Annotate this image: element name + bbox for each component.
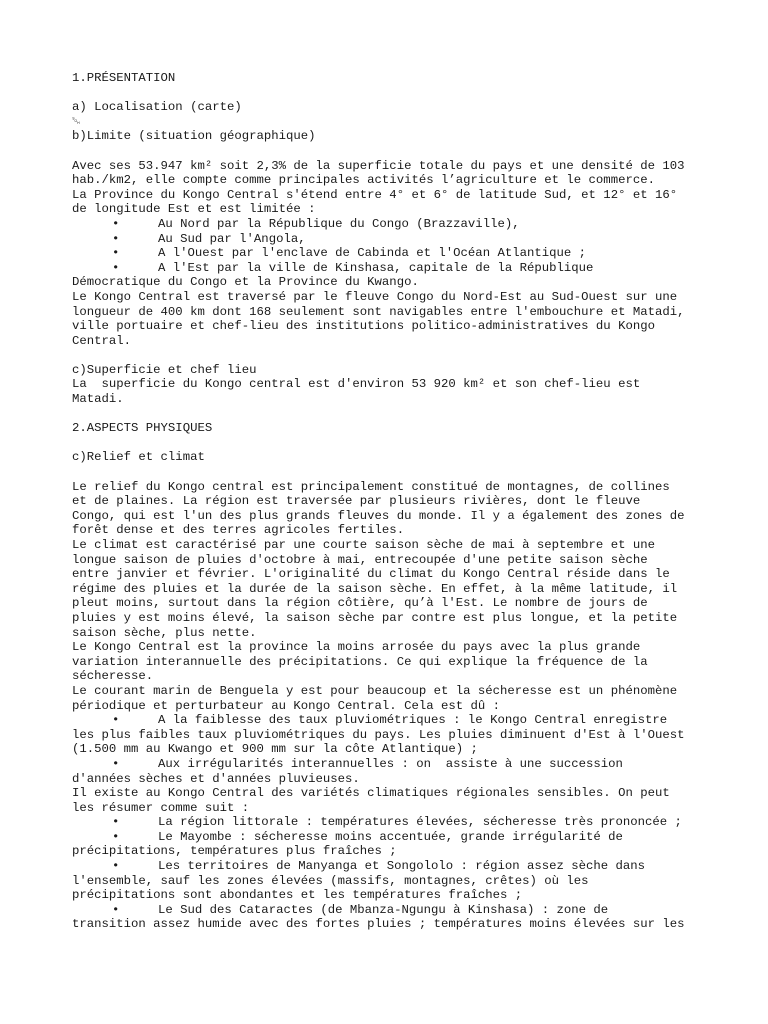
text-line: Le climat est caractérisé par une courte saison sèche de mai à septembre et une	[72, 538, 655, 552]
document-page	[72, 71, 712, 932]
text-line: pleut moins, surtout dans la région côtière, qu’à l'Est. Le nombre de jours de	[72, 596, 648, 611]
bullet-item	[72, 261, 712, 276]
bullet-text: Au Sud par l'Angola,	[158, 231, 306, 246]
bullet-text: Aux irrégularités interannuelles : on assiste à une succession	[158, 756, 623, 771]
bullet-icon: •	[112, 859, 120, 874]
bullet-text: Le Sud des Cataractes (de Mbanza-Ngungu à Kinshasa) : zone de	[158, 902, 609, 917]
text-line: La Province du Kongo Central s'étend entre 4° et 6° de latitude Sud, et 12° et 16°	[72, 187, 678, 202]
text-line: hab./km2, elle compte comme principales activités l’agriculture et le commerce.	[72, 173, 655, 188]
bullet-item	[72, 713, 712, 728]
subsection-heading: b)Limite (situation géographique)	[72, 129, 316, 144]
bullet-text: La région littorale : températures élevées, sécheresse très prononcée ;	[158, 815, 682, 830]
text-line: Le courant marin de Benguela y est pour beaucoup et la sécheresse est un phénomène	[72, 683, 678, 698]
text-line: Avec ses 53.947 km² soit 2,3% de la superficie totale du pays et une densité de 103	[72, 158, 685, 173]
bullet-text: Au Nord par la République du Congo (Brazzaville),	[158, 216, 520, 231]
bullet-icon: •	[112, 216, 120, 231]
subsection-heading: a) Localisation (carte)	[72, 100, 242, 115]
bullet-icon: •	[112, 260, 120, 275]
section-heading: 1.PRÉSENTATION	[72, 71, 176, 85]
placeholder-symbol: ␁	[72, 115, 80, 127]
bullet-text: A l'Ouest par l'enclave de Cabinda et l'Océan Atlantique ;	[158, 246, 587, 261]
text-line: transition assez humide avec des fortes pluies ; températures moins élevées sur les	[72, 917, 685, 932]
blank-line	[72, 348, 712, 363]
blank-line	[72, 144, 712, 159]
text-line: (1.500 mm au Kwango et 900 mm sur la côte Atlantique) ;	[72, 742, 478, 757]
text-line: Congo, qui est l'un des plus grands fleuves du monde. Il y a également des zones de	[72, 508, 685, 523]
text-line: Central.	[72, 333, 132, 348]
text-line: saison sèche, plus nette.	[72, 625, 257, 640]
bullet-text: A l'Est par la ville de Kinshasa, capitale de la République	[158, 260, 594, 275]
bullet-text: Les territoires de Manyanga et Songololo : région assez sèche dans	[158, 859, 646, 874]
bullet-item	[72, 232, 712, 247]
bullet-icon: •	[112, 756, 120, 771]
text-line: d'années sèches et d'années pluvieuses.	[72, 771, 360, 786]
text-line: Le relief du Kongo central est principalement constitué de montagnes, de collines	[72, 479, 670, 494]
bullet-item	[72, 757, 712, 772]
bullet-icon: •	[112, 713, 120, 728]
text-line: ville portuaire et chef-lieu des institutions politico-administratives du Kongo	[72, 319, 655, 334]
text-line: de longitude Est et est limitée :	[72, 202, 316, 217]
subsection-heading: c)Relief et climat	[72, 450, 205, 465]
text-line: les plus faibles taux pluviométriques du pays. Les pluies diminuent d'Est à l'Ouest	[72, 727, 685, 742]
text-line: sécheresse.	[72, 669, 154, 684]
text-line: Il existe au Kongo Central des variétés climatiques régionales sensibles. On peut	[72, 786, 670, 801]
text-line: pluies y est moins élevé, la saison sèche par contre est plus longue, et la petite	[72, 610, 678, 625]
text-line: longueur de 400 km dont 168 seulement sont navigables entre l'embouchure et Matadi,	[72, 304, 685, 319]
text-line: et de plaines. La région est traversée par plusieurs rivières, dont le fleuve	[72, 494, 641, 509]
bullet-text: Le Mayombe : sécheresse moins accentuée, grande irrégularité de	[158, 829, 623, 844]
text-line: entre janvier et février. L'originalité du climat du Kongo Central réside dans le	[72, 567, 670, 582]
bullet-text: A la faiblesse des taux pluviométriques : le Kongo Central enregistre	[158, 713, 668, 728]
text-line: La superficie du Kongo central est d'environ 53 920 km² et son chef-lieu est	[72, 377, 641, 392]
bullet-icon: •	[112, 246, 120, 261]
bullet-item	[72, 903, 712, 918]
text-line: forêt dense et des terres agricoles fertiles.	[72, 523, 405, 538]
bullet-icon: •	[112, 815, 120, 830]
subsection-heading: c)Superficie et chef lieu	[72, 362, 257, 377]
bullet-item	[72, 815, 712, 830]
section-heading: 2.ASPECTS PHYSIQUES	[72, 421, 213, 436]
text-line: variation interannuelle des précipitations. Ce qui explique la fréquence de la	[72, 654, 648, 669]
text-line: régime des pluies et la durée de la saison sèche. En effet, à la même latitude, il	[72, 581, 678, 596]
text-line: périodique et perturbateur au Kongo Central. Cela est dû :	[72, 698, 501, 713]
text-line: Démocratique du Congo et la Province du Kwango.	[72, 275, 419, 290]
blank-line	[72, 465, 712, 480]
bullet-icon: •	[112, 902, 120, 917]
text-line: précipitations, températures plus fraîches ;	[72, 844, 397, 859]
bullet-item	[72, 217, 712, 232]
bullet-item	[72, 859, 712, 874]
text-line: précipitations sont abondantes et les températures fraîches ;	[72, 888, 523, 903]
bullet-icon: •	[112, 231, 120, 246]
text-line: Le Kongo Central est traversé par le fleuve Congo du Nord-Est au Sud-Ouest sur une	[72, 289, 678, 304]
text-line: l'ensemble, sauf les zones élevées (massifs, montagnes, crêtes) où les	[72, 873, 589, 888]
text-line: les résumer comme suit :	[72, 800, 250, 815]
text-line: longue saison de pluies d'octobre à mai, entrecoupée d'une petite saison sèche	[72, 552, 648, 567]
text-line: Le Kongo Central est la province la moins arrosée du pays avec la plus grande	[72, 640, 641, 655]
bullet-icon: •	[112, 829, 120, 844]
bullet-item	[72, 246, 712, 261]
blank-line	[72, 86, 712, 101]
text-line: Matadi.	[72, 392, 124, 407]
bullet-item	[72, 830, 712, 845]
blank-line	[72, 436, 712, 451]
blank-line	[72, 407, 712, 422]
